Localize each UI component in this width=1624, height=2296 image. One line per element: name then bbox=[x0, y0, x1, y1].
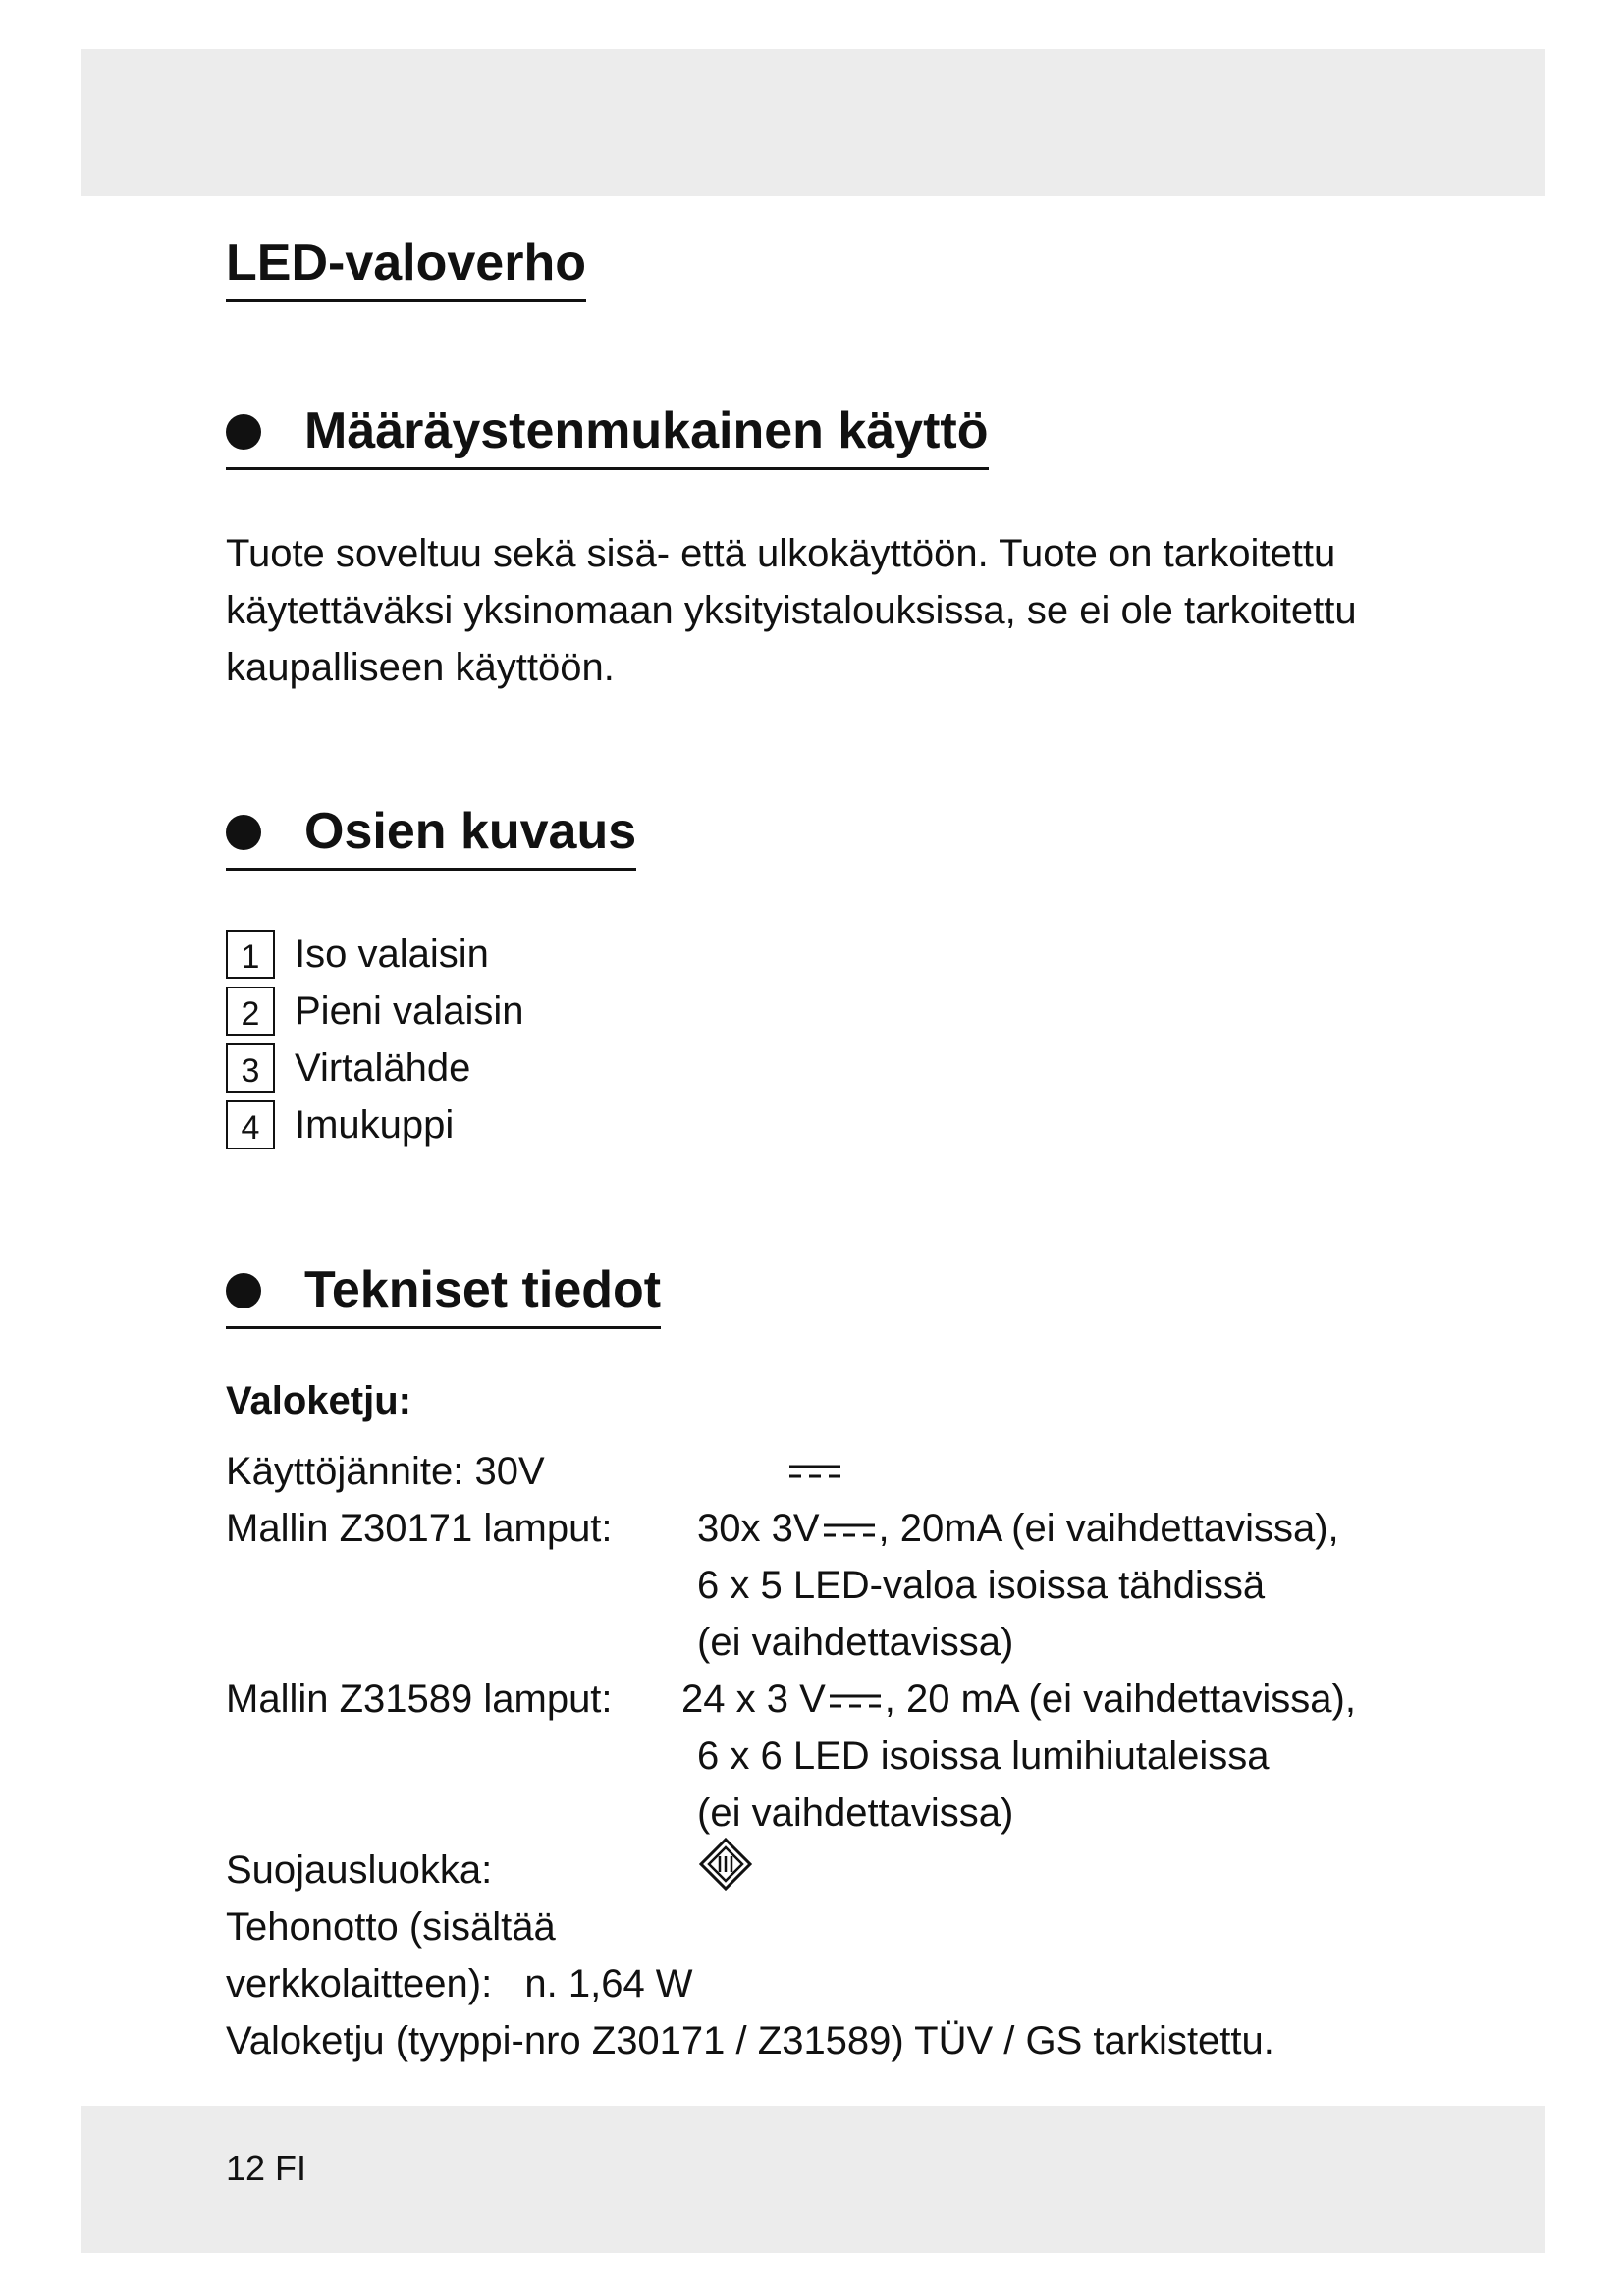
power-line bbox=[226, 1959, 693, 2008]
z30171-line3: (ei vaihdettavissa) bbox=[697, 1621, 1014, 1664]
part-label: Virtalähde bbox=[295, 1045, 471, 1090]
dc-current-icon bbox=[824, 1522, 875, 1539]
bullet-icon bbox=[226, 815, 261, 850]
z30171-label: Mallin Z30171 lamput: bbox=[226, 1507, 613, 1550]
voltage-value: 30V bbox=[474, 1450, 545, 1493]
page-number: 12 FI bbox=[226, 2148, 307, 2188]
section-heading-tech bbox=[226, 1261, 661, 1329]
part-label: Iso valaisin bbox=[295, 932, 489, 976]
z31589-lamp-spec: 24 x 3 V bbox=[681, 1678, 826, 1721]
use-line: käytettäväksi yksinomaan yksityistalouksissa, se ei ole tarkoitettu bbox=[226, 589, 1357, 632]
dc-current-icon bbox=[830, 1692, 881, 1710]
section-heading-parts-text: Osien kuvaus bbox=[304, 803, 637, 860]
list-item bbox=[226, 1096, 523, 1153]
list-item bbox=[226, 983, 523, 1040]
power-label-1: Tehonotto (sisältää bbox=[226, 1905, 556, 1949]
power-value: n. 1,64 W bbox=[524, 1962, 693, 2005]
z30171-line2: 6 x 5 LED-valoa isoissa tähdissä bbox=[697, 1564, 1266, 1607]
list-item bbox=[226, 926, 523, 983]
voltage-line bbox=[226, 1447, 545, 1496]
bullet-icon bbox=[226, 1273, 261, 1308]
z31589-current: , 20 mA (ei vaihdettavissa), bbox=[884, 1678, 1356, 1721]
use-paragraph bbox=[226, 525, 1453, 696]
list-item bbox=[226, 1040, 523, 1096]
bullet-icon bbox=[226, 414, 261, 450]
section-heading-tech-text: Tekniset tiedot bbox=[304, 1261, 662, 1318]
section-heading-parts bbox=[226, 803, 636, 871]
protection-class-iii-icon bbox=[699, 1838, 752, 1891]
use-line: Tuote soveltuu sekä sisä- että ulkokäyttöön. Tuote on tarkoitettu bbox=[226, 532, 1336, 575]
part-number: 1 bbox=[226, 930, 275, 979]
part-label: Pieni valaisin bbox=[295, 988, 524, 1033]
z31589-label: Mallin Z31589 lamput: bbox=[226, 1678, 613, 1721]
section-heading-use bbox=[226, 402, 989, 470]
header-band bbox=[81, 49, 1545, 196]
z31589-line2: 6 x 6 LED isoissa lumihiutaleissa bbox=[697, 1735, 1270, 1778]
z30171-line1 bbox=[697, 1504, 1339, 1553]
spec-subheading: Valoketju: bbox=[226, 1379, 411, 1422]
section-heading-use-text: Määräystenmukainen käyttö bbox=[304, 402, 989, 459]
part-label: Imukuppi bbox=[295, 1102, 455, 1147]
use-line: kaupalliseen käyttöön. bbox=[226, 646, 615, 689]
z30171-lamp-spec: 30x 3V bbox=[697, 1507, 820, 1550]
certification-line: Valoketju (tyyppi-nro Z30171 / Z31589) TÜV / GS tarkistettu. bbox=[226, 2019, 1274, 2062]
part-number: 4 bbox=[226, 1100, 275, 1149]
page-title: LED-valoverho bbox=[226, 236, 586, 302]
z31589-line1 bbox=[681, 1675, 1356, 1724]
part-number: 2 bbox=[226, 987, 275, 1036]
parts-list bbox=[226, 926, 523, 1153]
dc-current-icon bbox=[789, 1463, 840, 1480]
power-label-2: verkkolaitteen): bbox=[226, 1962, 493, 2005]
voltage-label: Käyttöjännite: bbox=[226, 1450, 464, 1493]
protection-label: Suojausluokka: bbox=[226, 1848, 493, 1892]
z30171-current: , 20mA (ei vaihdettavissa), bbox=[878, 1507, 1339, 1550]
z31589-line3: (ei vaihdettavissa) bbox=[697, 1791, 1014, 1835]
part-number: 3 bbox=[226, 1043, 275, 1093]
